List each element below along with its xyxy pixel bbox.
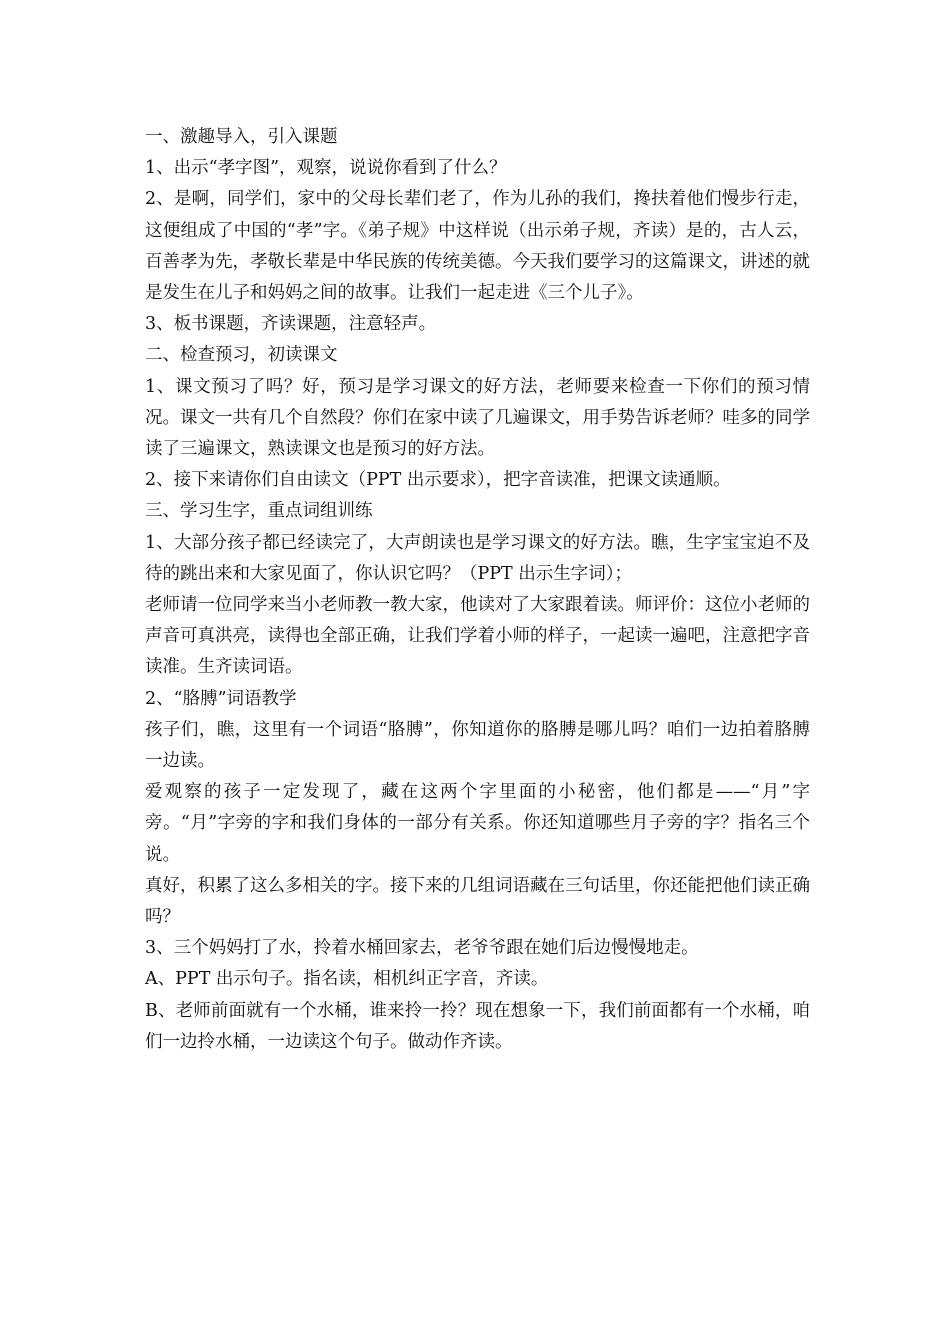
section-heading-1: 一、激趣导入，引入课题 (145, 127, 338, 147)
paragraph: 老师请一位同学来当小老师教一教大家，他读对了大家跟着读。师评价：这位小老师的声音可真洪亮，读得也全部正确，让我们学着小师的样子，一起读一遍吧，注意把字音读准。生齐读词语。 (145, 595, 810, 678)
paragraph: 爱观察的孩子一定发现了，藏在这两个字里面的小秘密，他们都是——“月”字旁。“月”字旁的字和我们身体的一部分有关系。你还知道哪些月子旁的字？指名三个说。 (145, 782, 810, 865)
paragraph: 1、出示“孝字图”，观察，说说你看到了什么？ (145, 158, 507, 179)
paragraph: 真好，积累了这么多相关的字。接下来的几组词语藏在三句话里，你还能把他们读正确吗？ (145, 875, 810, 928)
paragraph: 3、三个妈妈打了水，拎着水桶回家去，老爷爷跟在她们后边慢慢地走。 (145, 938, 699, 959)
paragraph: 2、接下来请你们自由读文（PPT 出示要求），把字音读准，把课文读通顺。 (145, 470, 731, 491)
paragraph: 3、板书课题，齐读课题，注意轻声。 (145, 314, 437, 335)
paragraph: B、老师前面就有一个水桶，谁来拎一拎？现在想象一下，我们前面都有一个水桶，咱们一边拎水桶，一边读这个句子。做动作齐读。 (145, 1000, 810, 1052)
document-body (145, 122, 810, 1058)
paragraph: 2、是啊，同学们，家中的父母长辈们老了，作为儿孙的我们，搀扶着他们慢步行走，这便组成了中国的“孝”字。《弟子规》中这样说（出示弟子规，齐读）是的，古人云，百善孝为先，孝敬长辈是中华民族的传统美德。今天我们要学习的这篇课文，讲述的就是发生在儿子和妈妈之间的故事。让我们一起走进《三个儿子》。 (145, 189, 810, 304)
paragraph: 孩子们，瞧，这里有一个词语“胳膊”，你知道你的胳膊是哪儿吗？咱们一边拍着胳膊一边读。 (145, 719, 810, 772)
paragraph: 2、“胳膊”词语教学 (145, 688, 297, 709)
section-heading-3: 三、学习生字，重点词组训练 (145, 501, 373, 522)
paragraph: 1、大部分孩子都已经读完了，大声朗读也是学习课文的好方法。瞧，生字宝宝迫不及待的跳出来和大家见面了，你认识它吗？（PPT 出示生字词）； (145, 532, 810, 584)
paragraph: 1、课文预习了吗？好，预习是学习课文的好方法，老师要来检查一下你们的预习情况。课文一共有几个自然段？你们在家中读了几遍课文，用手势告诉老师？哇多的同学读了三遍课文，熟读课文也是预习的好方法。 (145, 376, 810, 460)
section-heading-2: 二、检查预习，初读课文 (145, 345, 338, 366)
paragraph: A、PPT 出示句子。指名读，相机纠正字音，齐读。 (145, 969, 549, 990)
